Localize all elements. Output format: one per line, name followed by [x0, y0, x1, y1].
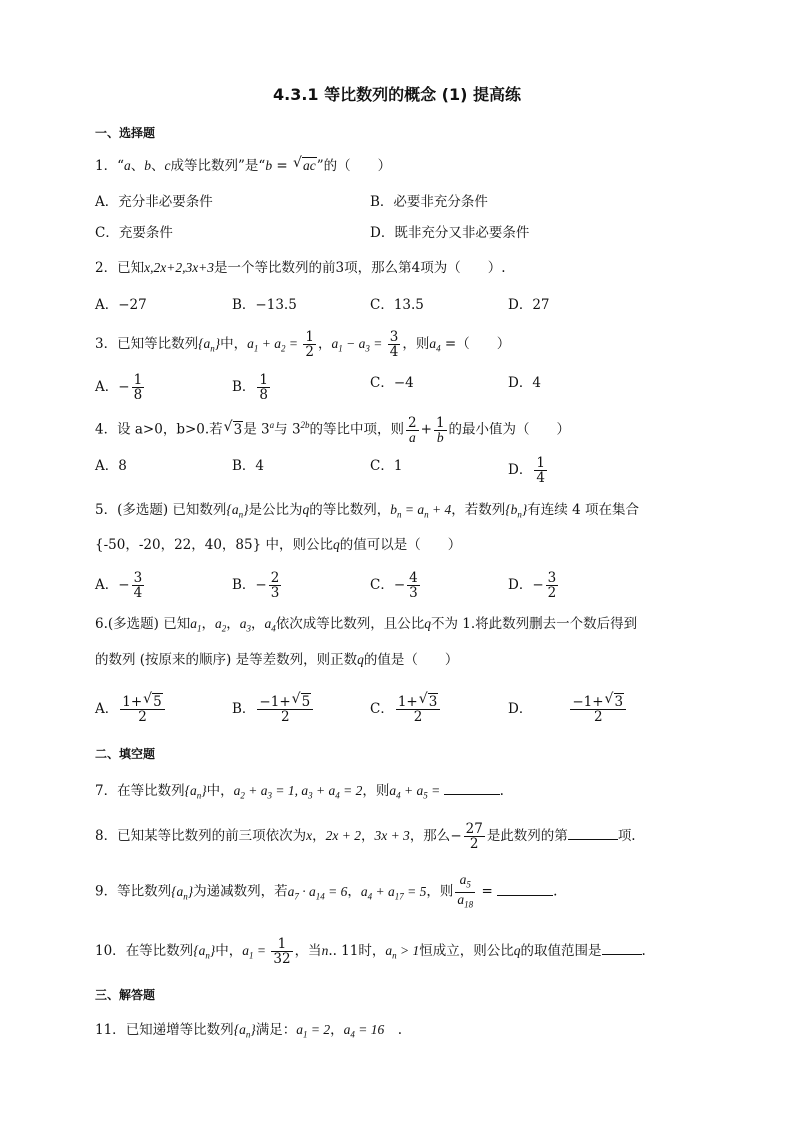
option-1d: D．既非充分又非必要条件: [370, 225, 530, 241]
option-1b: B．必要非充分条件: [370, 194, 488, 210]
option-4a: A．8: [95, 458, 127, 474]
question-7: 7．在等比数列$\{a_n\}$中，$a_2 + a_3 = 1$, $a_3 + a_4 = 2$，则$a_4 + a_5$ = .: [95, 780, 504, 806]
option-3b: B． $\frac{1}{8}$: [232, 372, 269, 403]
sqrt-symbol: √ 5: [143, 691, 162, 710]
option-4c: C．1: [370, 458, 403, 474]
sqrt-symbol: √ 3: [604, 691, 624, 710]
answer-blank: [444, 780, 500, 795]
question-6: 6.(多选题) 已知$a_1$，$a_2$，$a_3$，$a_4$依次成等比数列，且公比q不为 1.将此数列删去一个数后得到: [95, 616, 638, 634]
answer-blank: [602, 940, 642, 955]
sqrt-symbol: √ 5: [291, 691, 311, 710]
option-1c: C．充要条件: [95, 225, 173, 241]
sqrt-symbol: √ 3: [223, 418, 243, 438]
option-5a: A．− $\frac{3}{4}$: [95, 570, 143, 601]
question-10: 10．在等比数列$\{a_n\}$中，$a_1$ = $\frac{1}{32}$ ，当n.. 11时，$a_n > 1$恒成立，则公比q的取值范围是 .: [95, 936, 646, 967]
question-5-line2: {-50，-20，22，40，85} 中，则公比q的值可以是（ ）: [95, 537, 462, 553]
question-8: 8．已知某等比数列的前三项依次为x，2x + 2，3x + 3，那么− $\frac{27}{2}$ 是此数列的第 项.: [95, 821, 636, 852]
option-5c: C．− $\frac{4}{3}$: [370, 570, 418, 601]
sqrt-symbol: √ ac: [292, 155, 316, 173]
option-1a: A．充分非必要条件: [95, 194, 213, 210]
section-heading-fill: 二、填空题: [95, 747, 156, 761]
question-3: 3．已知等比数列$\{a_n\}$中，$a_1 + a_2$ = $\frac{1}{2}$ ，$a_1 - a_3$ = $\frac{3}{4}$ ，则$a_4$ =（ ）: [95, 329, 511, 360]
sqrt-symbol: √ 3: [418, 691, 438, 710]
option-6a: A． 1+ √ 5 2: [95, 695, 167, 724]
option-2b: B．−13.5: [232, 297, 297, 313]
option-3c: C．−4: [370, 375, 414, 391]
section-heading-solve: 三、解答题: [95, 988, 156, 1002]
option-5b: B．− $\frac{2}{3}$: [232, 570, 280, 601]
option-5d: D．− $\frac{3}{2}$: [508, 570, 557, 601]
question-6-line2: 的数列 (按原来的顺序) 是等差数列，则正数q的值是（ ）: [95, 652, 459, 668]
question-1: 1．“a、b、c成等比数列”是“b = √ ac”的（ ）: [95, 155, 392, 174]
option-3a: A．− $\frac{1}{8}$: [95, 372, 143, 403]
option-2d: D．27: [508, 297, 550, 313]
option-6d: D． −1+ √ 3 2: [508, 695, 628, 724]
option-2c: C．13.5: [370, 297, 424, 313]
option-6c: C． 1+ √ 3 2: [370, 695, 442, 724]
answer-blank: [497, 881, 553, 896]
section-heading-choice: 一、选择题: [95, 126, 156, 140]
question-11: 11．已知递增等比数列$\{a_n\}$满足：$a_1 = 2$，$a_4 = 16$ .: [95, 1022, 403, 1040]
option-6b: B． −1+ √ 5 2: [232, 695, 315, 724]
question-9: 9．等比数列$\{a_n\}$为递减数列，若$a_7 \cdot a_{14} = 6$，$a_4 + a_{17} = 5$，则 $\frac{a_5}{a_{18}}$ = .: [95, 872, 558, 910]
answer-blank: [568, 825, 618, 840]
page-title: 4.3.1 等比数列的概念 (1) 提高练: [272, 85, 522, 104]
option-3d: D．4: [508, 375, 541, 391]
question-2: 2．已知x,2x+2,3x+3是一个等比数列的前3项，那么第4项为（ ）.: [95, 260, 506, 276]
option-2a: A．−27: [95, 297, 147, 313]
question-5: 5．(多选题) 已知数列$\{a_n\}$是公比为q的等比数列，$b_n = a_n + 4$，若数列$\{b_n\}$有连续 4 项在集合: [95, 502, 639, 520]
option-4b: B．4: [232, 458, 265, 474]
option-4d: D． $\frac{1}{4}$: [508, 455, 545, 486]
question-4: 4．设 a>0，b>0.若 √ 3是 3$^a$与 $3^{2b}$的等比中项，则 $\frac{2}{a}$ + $\frac{1}{b}$ 的最小值为（ ）: [95, 414, 571, 445]
